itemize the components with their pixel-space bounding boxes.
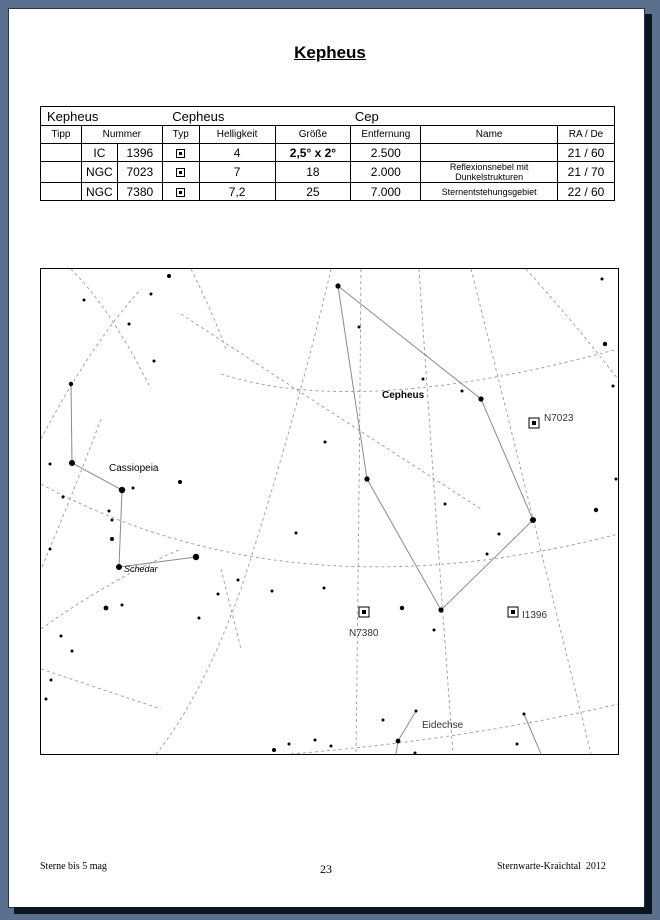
label-eidechse: Eidechse [422,720,464,731]
cell-helligkeit: 7 [199,162,275,183]
lacerta-figure-part [524,714,541,754]
grid-line [71,269,151,389]
grid-line [181,314,481,509]
star [364,476,369,481]
page-shadow-right [645,14,652,912]
header-ra-de: RA / De [558,126,615,144]
star [62,496,65,499]
header-groesse: Größe [275,126,351,144]
caption-abbreviation: Cep [351,107,615,126]
cell-ra-de: 22 / 60 [558,183,615,201]
star [295,532,298,535]
star [288,743,291,746]
star [69,460,75,466]
grid-line [471,269,591,754]
table-row [41,183,615,201]
star [415,710,418,713]
cell-entfernung: 2.000 [351,162,421,183]
label-cepheus: Cepheus [382,390,425,401]
star [108,510,111,513]
cell-entfernung: 7.000 [351,183,421,201]
cell-number: 7380 [117,183,162,201]
ic1396-marker [508,607,518,617]
star [414,752,417,755]
cell-number: 7023 [117,162,162,183]
grid-line [526,269,618,379]
ngc7023-marker [529,418,539,428]
table-header-row [41,126,615,144]
star [382,719,385,722]
star [422,378,425,381]
cell-typ [162,183,199,201]
caption-latin: Cepheus [162,107,351,126]
star [594,508,598,512]
cell-name: Reflexionsnebel mit Dunkelstrukturen [421,162,558,183]
square-dot-icon [176,149,185,158]
star [167,274,171,278]
star [237,579,240,582]
star [83,299,86,302]
star [217,593,220,596]
star [444,503,447,506]
star [498,533,501,536]
star [615,478,618,481]
star [178,480,182,484]
cepheus-figure [338,286,533,610]
grid-line [41,549,181,629]
star [438,607,443,612]
star [601,278,604,281]
star [396,739,401,744]
cell-groesse: 18 [275,162,351,183]
star [612,385,615,388]
grid-line [41,484,618,567]
grid-line [156,269,331,754]
cassiopeia-figure [71,384,196,567]
cell-helligkeit: 4 [199,144,275,162]
grid-line [419,269,453,754]
star [516,743,519,746]
star [116,564,122,570]
star [45,698,48,701]
square-dot-icon [176,168,185,177]
header-nummer: Nummer [81,126,162,144]
grid-line [41,669,161,709]
star [335,283,340,288]
cell-groesse: 2,5° x 2° [275,144,351,162]
table-row [41,162,615,183]
label-cassiopeia: Cassiopeia [109,463,159,474]
nebula-markers [359,418,539,617]
label-n7023: N7023 [544,413,574,424]
star [198,617,201,620]
cell-typ [162,144,199,162]
star [486,553,489,556]
grid-line [221,349,618,392]
page-shadow-bottom [14,907,652,914]
header-name: Name [421,126,558,144]
cell-catalog: NGC [81,162,117,183]
star [104,606,109,611]
label-i1396: I1396 [522,610,548,621]
star [50,679,53,682]
square-dot-icon [176,188,185,197]
cell-catalog: NGC [81,183,117,201]
star [121,604,124,607]
coordinate-grid [41,269,618,754]
label-schedar: Schedar [124,564,158,574]
cell-name [421,144,558,162]
star [153,360,156,363]
star [330,745,333,748]
cell-typ [162,162,199,183]
footer-right: Sternwarte-Kraichtal 2012 [497,861,606,872]
page-number: 23 [320,862,332,876]
star [523,713,526,716]
star [49,463,52,466]
object-table [40,106,615,201]
star [314,739,317,742]
cell-groesse: 25 [275,183,351,201]
cell-ra-de: 21 / 60 [558,144,615,162]
cell-number: 1396 [117,144,162,162]
star [530,517,536,523]
star [111,519,114,522]
cell-name: Sternentstehungsgebiet [421,183,558,201]
star [69,382,73,386]
star [150,293,153,296]
caption-german: Kepheus [41,107,163,126]
grid-line [191,269,226,349]
star [603,342,607,346]
star [128,323,131,326]
cell-tipp [41,144,82,162]
table-caption-row [41,107,615,126]
star [272,748,276,752]
cell-tipp [41,162,82,183]
star [110,537,114,541]
cell-entfernung: 2.500 [351,144,421,162]
header-entfernung: Entfernung [351,126,421,144]
star [119,487,125,493]
grid-line [356,269,361,754]
star [60,635,63,638]
star [400,606,404,610]
grid-line [41,289,141,439]
cell-ra-de: 21 / 70 [558,162,615,183]
ngc7380-marker [359,607,369,617]
star [358,326,361,329]
header-helligkeit: Helligkeit [199,126,275,144]
footer-left: Sterne bis 5 mag [40,861,107,872]
header-tipp: Tipp [41,126,82,144]
map-labels [109,390,574,731]
star [433,629,436,632]
star [49,548,52,551]
star [71,650,74,653]
constellation-lines [71,286,541,754]
grid-line [41,419,101,569]
star [461,390,464,393]
table-row [41,144,615,162]
star [478,396,483,401]
star-map-svg [41,269,618,754]
star [323,587,326,590]
star [271,590,274,593]
cell-catalog: IC [81,144,117,162]
label-n7380: N7380 [349,628,379,639]
cell-tipp [41,183,82,201]
cell-helligkeit: 7,2 [199,183,275,201]
star [193,554,199,560]
star-map [40,268,619,755]
star [324,441,327,444]
lacerta-figure [396,711,416,754]
header-typ: Typ [162,126,199,144]
page-title: Kepheus [294,43,366,62]
star [132,487,135,490]
